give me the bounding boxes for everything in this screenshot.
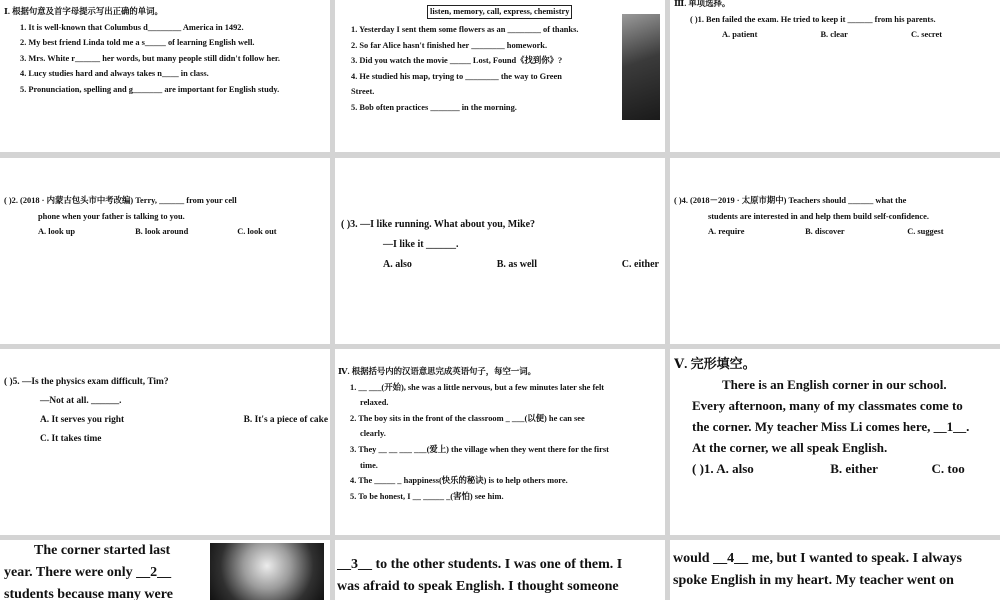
exercise-item: 2. My best friend Linda told me a s_____ of learning English well. — [20, 38, 255, 48]
answer-options — [674, 224, 998, 240]
passage-line: was afraid to speak English. I thought someone — [337, 579, 619, 594]
question-stem: ( )2. (2018 · 内蒙古包头市中考改编) Terry, ______ from your cell — [4, 196, 237, 205]
word-box: listen, memory, call, express, chemistry — [427, 5, 572, 19]
option-b: B. clear — [820, 30, 848, 40]
passage-line: would __4__ me, but I wanted to speak. I always — [673, 551, 962, 566]
exercise-item-continued: time. — [360, 460, 378, 470]
option-c: C. either — [621, 259, 659, 270]
passage-line: spoke English in my heart. My teacher went on — [673, 573, 954, 588]
exercise-item: 1. Yesterday I sent them some flowers as an ________ of thanks. — [351, 25, 579, 34]
option-c: C. too — [931, 461, 965, 476]
exercise-item: 4. Lucy studies hard and always takes n____ in class. — [20, 69, 209, 79]
option-c: C. secret — [910, 30, 942, 40]
panel-cloze-passage — [670, 349, 1000, 535]
passage-line: students because many were — [4, 587, 173, 600]
exercise-item-continued: clearly. — [360, 429, 386, 439]
answer-options — [4, 411, 328, 430]
option-b: B. look around — [135, 227, 189, 237]
passage-line: At the corner, we all speak English. — [692, 440, 888, 455]
english-corner-illustration — [210, 543, 324, 600]
option-c: C. look out — [237, 227, 277, 237]
cloze-question — [674, 458, 998, 479]
panel-cloze-continued-1 — [0, 540, 330, 600]
option-b: B. discover — [805, 227, 845, 237]
panel-multiple-choice-2 — [0, 158, 330, 344]
option-c: C. It takes time — [40, 434, 102, 444]
exercise-item: 3. They __ __ ___ ___(爱上) the village when they went there for the first — [350, 444, 609, 454]
panel-multiple-choice-5 — [0, 349, 330, 535]
exercise-item: 2. So far Alice hasn't finished her ________ homework. — [351, 40, 548, 50]
option-b: B. as well — [496, 259, 537, 270]
exercise-item: 5. Pronunciation, spelling and g_______ are important for English study. — [20, 84, 280, 94]
option-a: A. require — [708, 227, 745, 237]
section-heading: Ⅳ. 根据括号内的汉语意思完成英语句子，每空一词。 — [338, 367, 536, 376]
option-b: B. It's a piece of cake — [243, 415, 328, 425]
question-stem-continued: —Not at all. ______. — [40, 396, 122, 406]
panel-cloze-continued-3 — [670, 540, 1000, 600]
answer-options — [341, 255, 661, 275]
panel-fill-in-initial-letters — [0, 0, 330, 152]
panel-multiple-choice-1 — [670, 0, 1000, 152]
question-stem: ( )3. —I like running. What about you, Mike? — [341, 219, 536, 230]
passage-line: There is an English corner in our school. — [722, 377, 947, 392]
exercise-item: 3. Did you watch the movie _____ Lost, Found《找到你》? — [351, 56, 563, 66]
passage-line: Every afternoon, many of my classmates come to — [692, 398, 963, 413]
option-a: A. patient — [722, 30, 758, 40]
exercise-item: 3. Mrs. White r______ her words, but many people still didn't follow her. — [20, 53, 280, 63]
panel-word-box-exercise — [335, 0, 665, 152]
exercise-item: 5. To be honest, I __ _____ _(害怕) see him. — [350, 491, 504, 501]
movie-poster-image — [622, 14, 660, 120]
question-stem-continued: phone when your father is talking to you. — [38, 211, 185, 221]
option-a: A. also — [383, 259, 412, 270]
option-b: B. either — [830, 461, 878, 476]
section-heading: Ⅲ. 单项选择。 — [674, 0, 731, 8]
option-a: A. It serves you right — [40, 415, 125, 425]
passage-line: year. There were only __2__ — [4, 565, 172, 580]
question-stem: ( )1. A. also — [692, 461, 754, 476]
exercise-item-continued: relaxed. — [360, 398, 389, 408]
answer-options — [674, 27, 996, 43]
exercise-item: 1. __ ___(开始), she was a little nervous, but a few minutes later she felt — [350, 382, 605, 392]
section-heading: Ⅴ. 完形填空。 — [674, 356, 756, 371]
exercise-item: 2. The boy sits in the front of the classroom _ ___(以便) he can see — [350, 413, 585, 423]
passage-line: the corner. My teacher Miss Li comes here, __1__. — [692, 419, 970, 434]
panel-cloze-continued-2 — [335, 540, 665, 600]
answer-options — [4, 224, 326, 240]
option-a: A. look up — [38, 227, 76, 237]
exercise-item: 4. He studied his map, trying to ________ the way to Green — [351, 71, 562, 81]
question-stem-continued: students are interested in and help them build self-confidence. — [708, 211, 929, 221]
question-stem: ( )5. —Is the physics exam difficult, Tim? — [4, 377, 169, 387]
passage-line: The corner started last — [34, 543, 171, 558]
exercise-item-continued: Street. — [351, 87, 375, 97]
panel-multiple-choice-3 — [335, 158, 665, 344]
question-stem-continued: —I like it ______. — [383, 239, 459, 250]
panel-multiple-choice-4 — [670, 158, 1000, 344]
section-heading: Ⅰ. 根据句意及首字母提示写出正确的单词。 — [4, 7, 163, 16]
question-stem: ( )4. (2018－2019 · 太原市期中) Teachers should ______ what the — [674, 196, 907, 205]
option-c: C. suggest — [907, 227, 944, 237]
passage-line: __3__ to the other students. I was one of them. I — [337, 557, 623, 572]
exercise-item: 1. It is well-known that Columbus d________ America in 1492. — [20, 22, 244, 32]
panel-translation-completion — [335, 349, 665, 535]
exercise-item: 4. The _____ _ happiness(快乐的秘诀) is to help others more. — [350, 476, 568, 486]
question-stem: ( )1. Ben failed the exam. He tried to keep it ______ from his parents. — [690, 14, 936, 24]
exercise-item: 5. Bob often practices _______ in the morning. — [351, 102, 517, 112]
